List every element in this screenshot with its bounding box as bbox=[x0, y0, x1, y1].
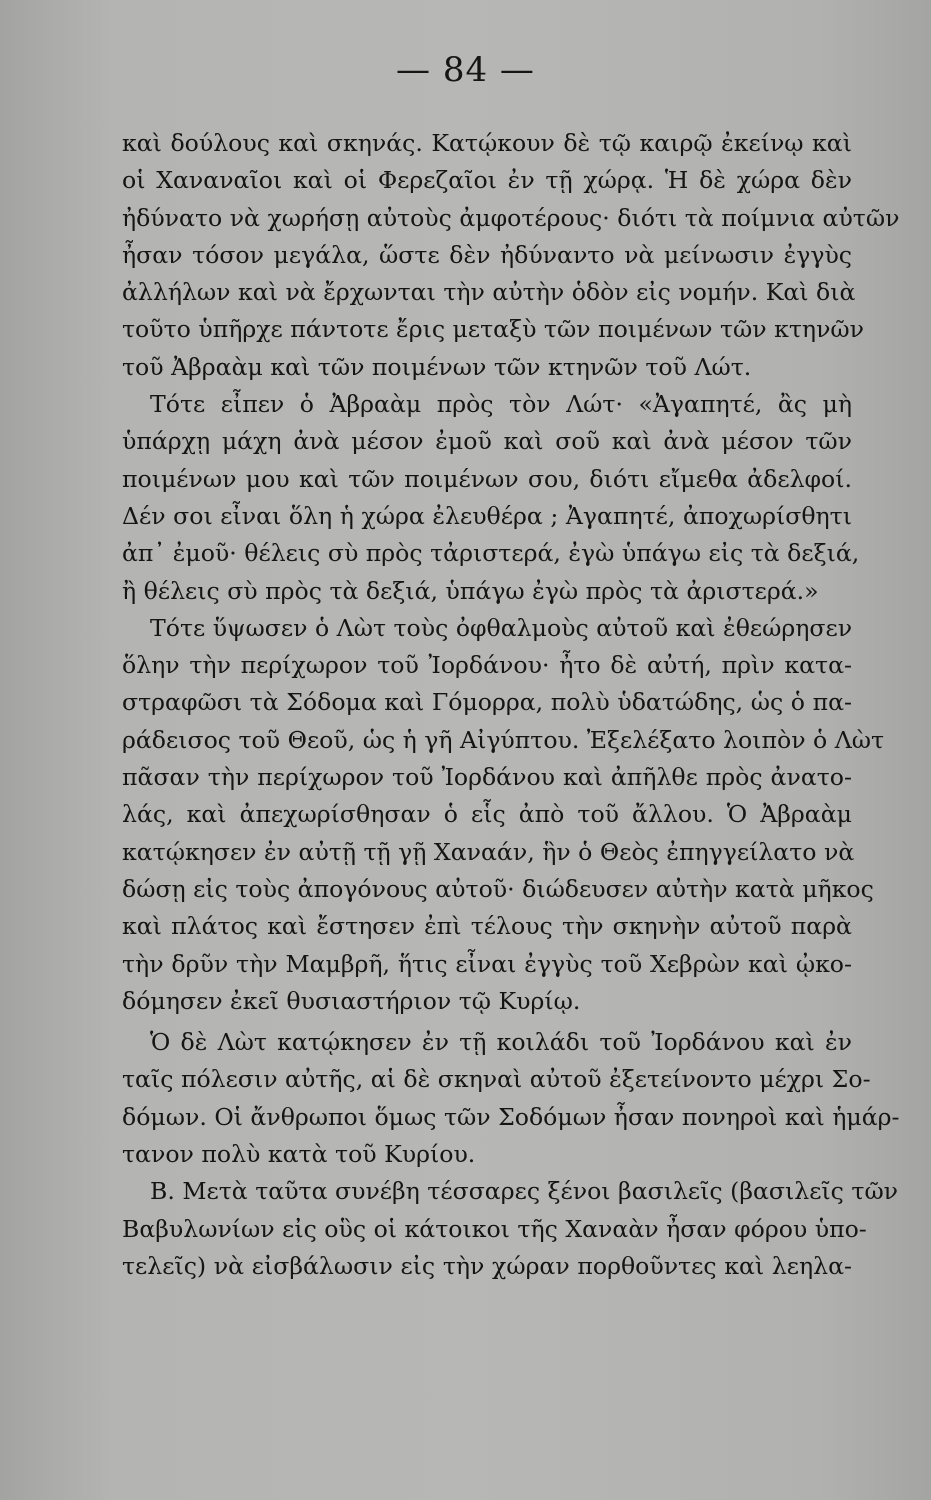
paragraph bbox=[122, 386, 860, 610]
text-line: ράδεισος τοῦ Θεοῦ, ὡς ἡ γῆ Αἰγύπτου. Ἐξελέξατο λοιπὸν ὁ Λὼτ bbox=[122, 725, 885, 754]
text-line: ποιμένων μου καὶ τῶν ποιμένων σου, διότι εἴμεθα ἀδελφοί. bbox=[122, 464, 852, 493]
text-line: ἀπ᾿ ἐμοῦ· θέλεις σὺ πρὸς τἀριστερά, ἐγὼ ὑπάγω εἰς τὰ δεξιά, bbox=[122, 539, 860, 568]
text-line: λάς, καὶ ἀπεχωρίσθησαν ὁ εἷς ἀπὸ τοῦ ἄλλου. Ὁ Ἀβραὰμ bbox=[122, 800, 852, 829]
text-line: οἱ Χαναναῖοι καὶ οἱ Φερεζαῖοι ἐν τῇ χώρᾳ. Ἡ δὲ χώρα δὲν bbox=[122, 166, 852, 195]
text-line: τοῦ Ἀβραὰμ καὶ τῶν ποιμένων τῶν κτηνῶν τοῦ Λώτ. bbox=[122, 352, 752, 381]
text-line: Τότε ὕψωσεν ὁ Λὼτ τοὺς ὀφθαλμοὺς αὐτοῦ καὶ ἐθεώρησεν bbox=[150, 613, 853, 642]
text-line: τοῦτο ὑπῆρχε πάντοτε ἔρις μεταξὺ τῶν ποιμένων τῶν κτηνῶν bbox=[122, 315, 864, 344]
text-line: ἢ θέλεις σὺ πρὸς τὰ δεξιά, ὑπάγω ἐγὼ πρὸς τὰ ἀριστερά.» bbox=[122, 576, 819, 605]
text-line: ὅλην τὴν περίχωρον τοῦ Ἰορδάνου· ἦτο δὲ αὐτή, πρὶν κατα- bbox=[122, 651, 852, 680]
text-line: ἠδύνατο νὰ χωρήσῃ αὐτοὺς ἀμφοτέρους· διότι τὰ ποίμνια αὐτῶν bbox=[122, 203, 900, 232]
paragraph bbox=[122, 125, 900, 386]
text-line: ταῖς πόλεσιν αὐτῆς, αἱ δὲ σκηναὶ αὐτοῦ ἐξετείνοντο μέχρι Σο- bbox=[122, 1065, 871, 1094]
text-line: δόμησεν ἐκεῖ θυσιαστήριον τῷ Κυρίῳ. bbox=[122, 986, 581, 1015]
text-line: Β. Μετὰ ταῦτα συνέβη τέσσαρες ξένοι βασιλεῖς (βασιλεῖς τῶν bbox=[150, 1177, 899, 1206]
body-text bbox=[122, 125, 900, 1285]
text-line: καὶ πλάτος καὶ ἔστησεν ἐπὶ τέλους τὴν σκηνὴν αὐτοῦ παρὰ bbox=[122, 912, 852, 941]
page-number: — 84 — bbox=[396, 50, 535, 90]
paragraph bbox=[122, 610, 885, 1020]
text-line: δόμων. Οἱ ἄνθρωποι ὅμως τῶν Σοδόμων ἦσαν πονηροὶ καὶ ἡμάρ- bbox=[122, 1102, 900, 1131]
text-line: κατῴκησεν ἐν αὐτῇ τῇ γῇ Χαναάν, ἣν ὁ Θεὸς ἐπηγγείλατο νὰ bbox=[122, 837, 855, 866]
text-line: δώσῃ εἰς τοὺς ἀπογόνους αὐτοῦ· διώδευσεν αὐτὴν κατὰ μῆκος bbox=[122, 874, 874, 903]
text-line: στραφῶσι τὰ Σόδομα καὶ Γόμορρα, πολὺ ὑδατώδης, ὡς ὁ πα- bbox=[122, 688, 852, 717]
text-line: τὴν δρῦν τὴν Μαμβρῆ, ἥτις εἶναι ἐγγὺς τοῦ Χεβρὼν καὶ ᾠκο- bbox=[122, 949, 852, 978]
paragraph bbox=[122, 1024, 900, 1173]
text-line: ἀλλήλων καὶ νὰ ἔρχωνται τὴν αὐτὴν ὁδὸν εἰς νομήν. Καὶ διὰ bbox=[122, 278, 856, 307]
text-line: πᾶσαν τὴν περίχωρον τοῦ Ἰορδάνου καὶ ἀπῆλθε πρὸς ἀνατο- bbox=[122, 763, 852, 792]
text-line: τανον πολὺ κατὰ τοῦ Κυρίου. bbox=[122, 1140, 476, 1169]
text-line: καὶ δούλους καὶ σκηνάς. Κατῴκουν δὲ τῷ καιρῷ ἐκείνῳ καὶ bbox=[122, 129, 852, 157]
paragraph bbox=[122, 1173, 899, 1285]
text-line: Ὁ δὲ Λὼτ κατῴκησεν ἐν τῇ κοιλάδι τοῦ Ἰορδάνου καὶ ἐν bbox=[150, 1028, 852, 1057]
text-line: ἦσαν τόσον μεγάλα, ὥστε δὲν ἠδύναντο νὰ μείνωσιν ἐγγὺς bbox=[122, 240, 852, 269]
text-line: Τότε εἶπεν ὁ Ἀβραὰμ πρὸς τὸν Λώτ· «Ἀγαπητέ, ἂς μὴ bbox=[150, 390, 852, 419]
text-line: ὑπάρχῃ μάχη ἀνὰ μέσον ἐμοῦ καὶ σοῦ καὶ ἀνὰ μέσον τῶν bbox=[122, 427, 852, 456]
text-line: Δέν σοι εἶναι ὅλη ἡ χώρα ἐλευθέρα ; Ἀγαπητέ, ἀποχωρίσθητι bbox=[122, 501, 852, 530]
text-line: Βαβυλωνίων εἰς οὓς οἱ κάτοικοι τῆς Χαναὰν ἦσαν φόρου ὑπο- bbox=[122, 1214, 867, 1243]
text-line: τελεῖς) νὰ εἰσβάλωσιν εἰς τὴν χώραν πορθοῦντες καὶ λεηλα- bbox=[122, 1251, 852, 1280]
